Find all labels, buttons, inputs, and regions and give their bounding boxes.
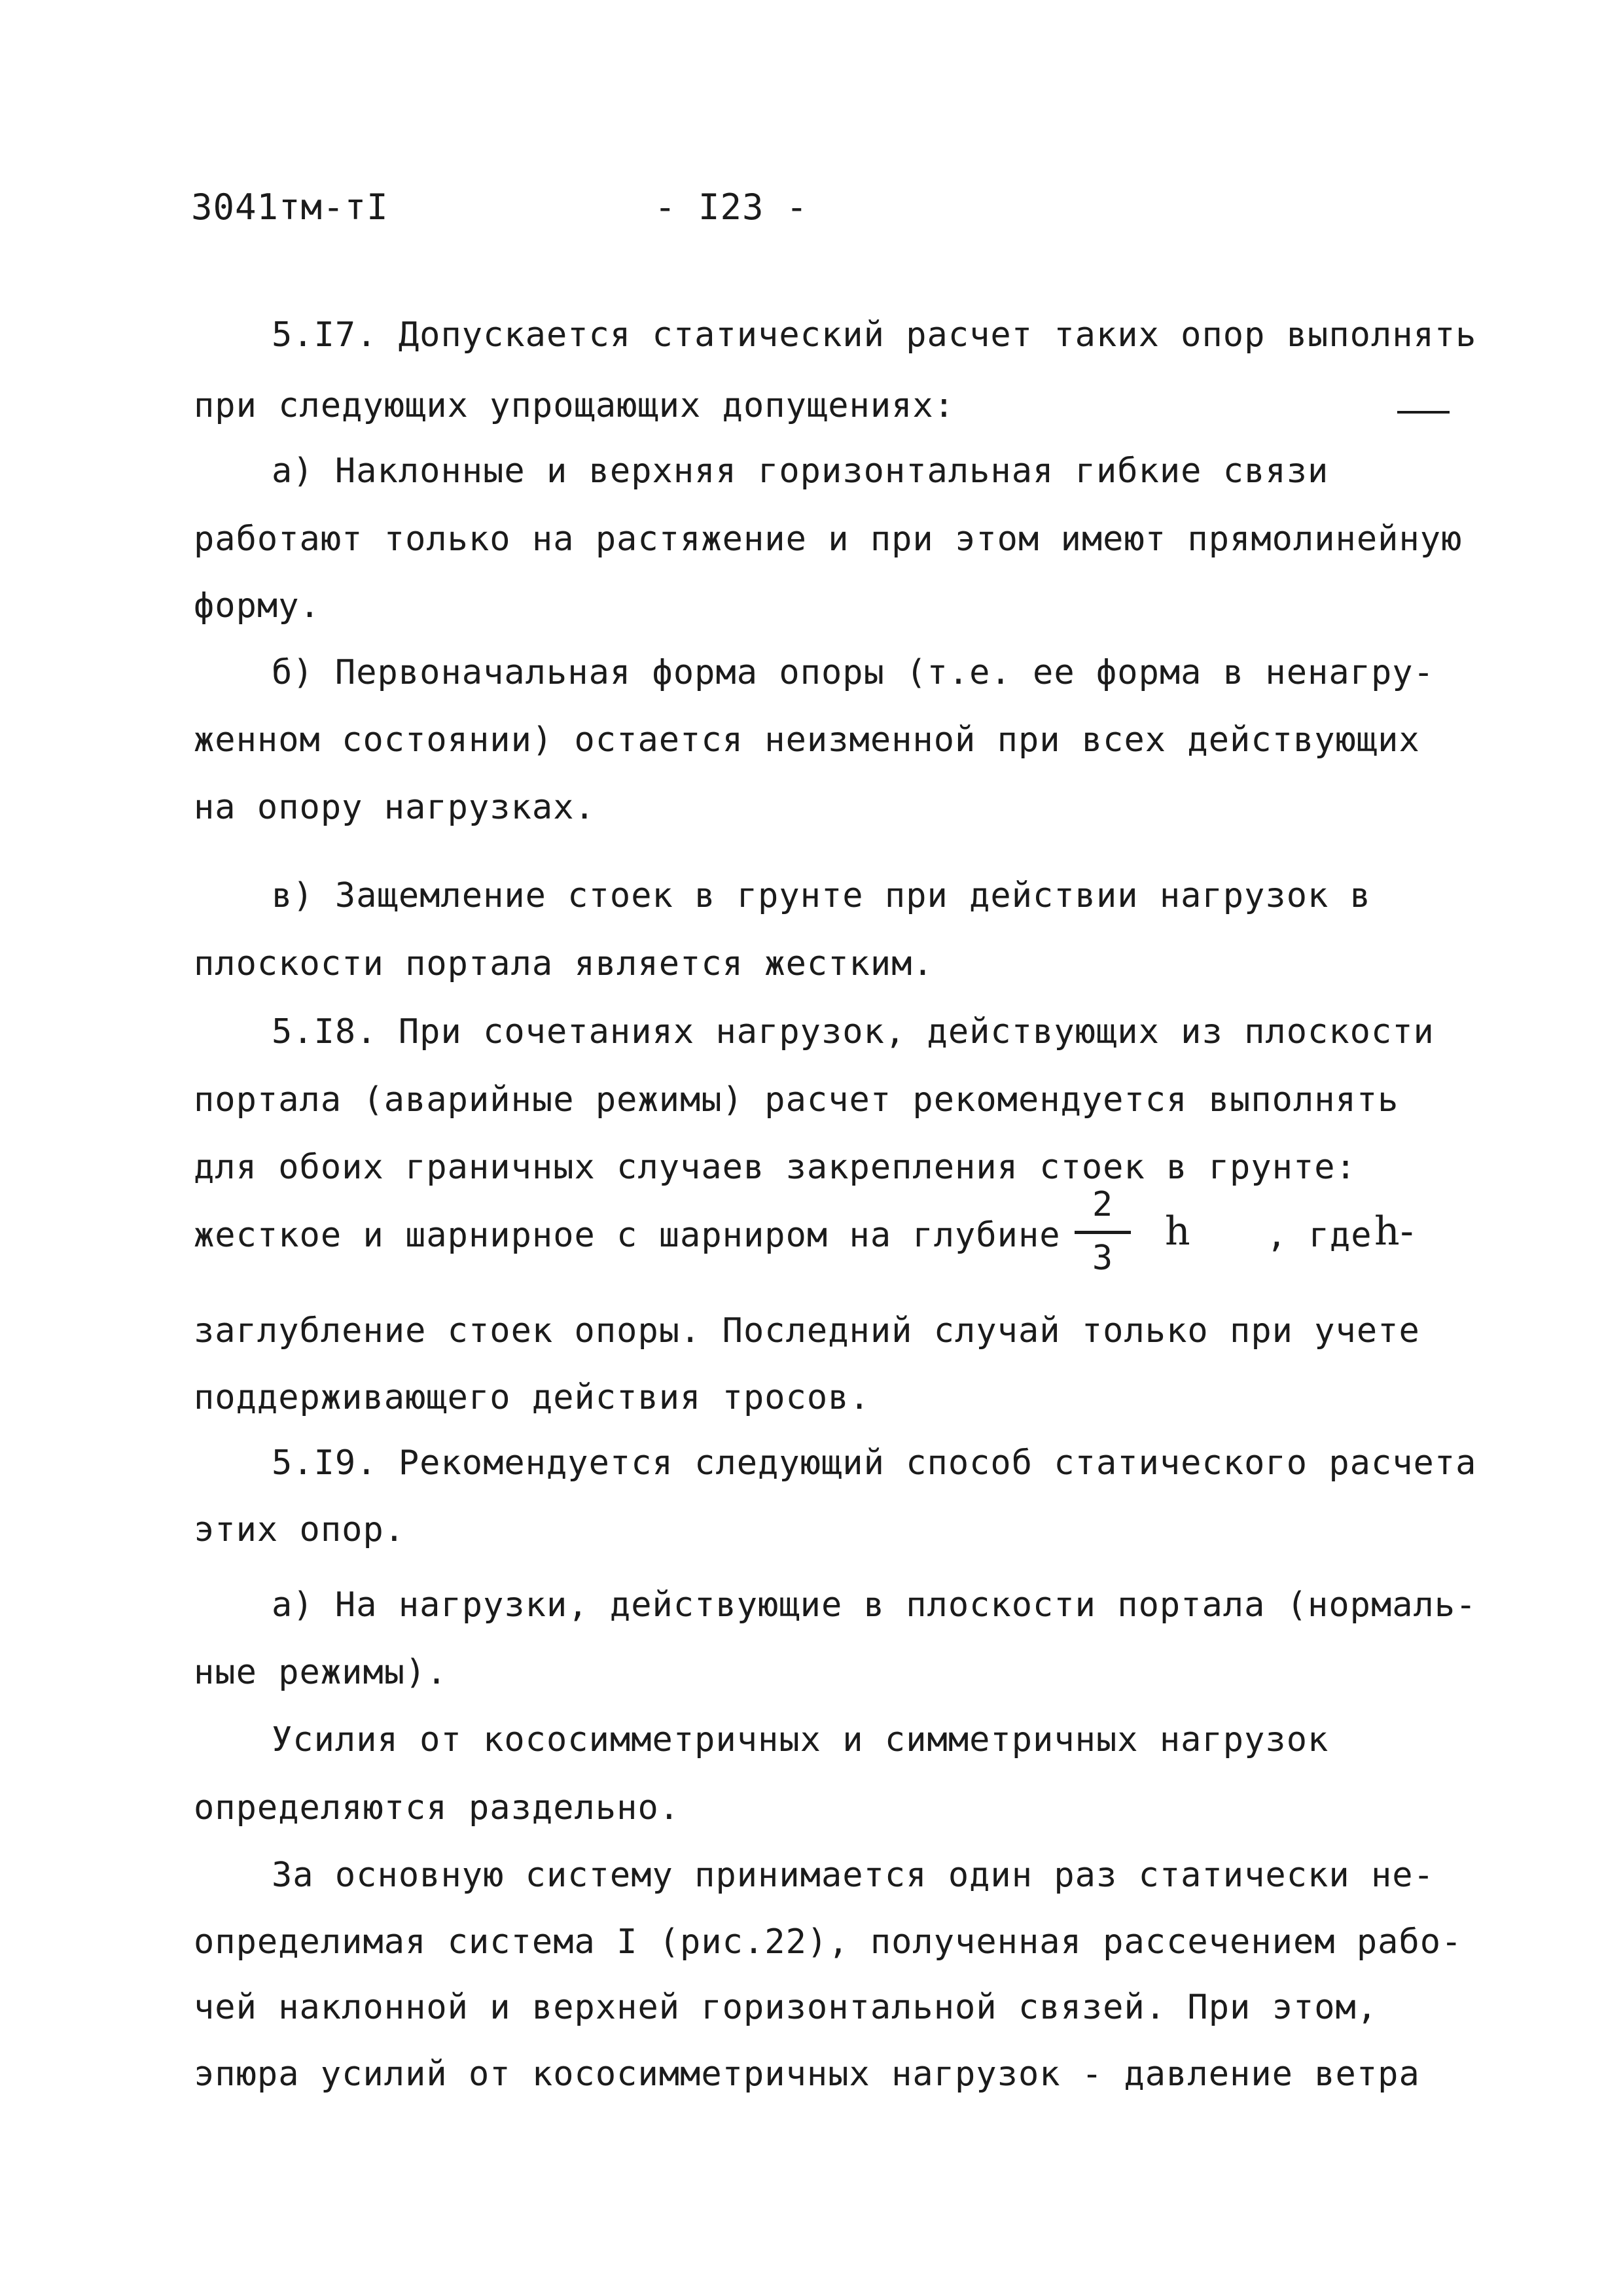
text-line: ные режимы). bbox=[194, 1653, 448, 1692]
text-line: эпюра усилий от кососимметричных нагрузок - давление ветра bbox=[194, 2055, 1420, 2094]
text-line: заглубление стоек опоры. Последний случай только при учете bbox=[194, 1311, 1420, 1351]
text-line: поддерживающего действия тросов. bbox=[194, 1378, 870, 1417]
text-line: для обоих граничных случаев закрепления стоек в грунте: bbox=[194, 1148, 1357, 1187]
document-code: 3041тм-тI bbox=[191, 186, 389, 228]
margin-mark bbox=[1397, 411, 1450, 414]
text-line: определимая система I (рис.22), полученная рассечением рабо- bbox=[194, 1922, 1463, 1962]
text-line: Усилия от кососимметричных и симметричных нагрузок bbox=[272, 1720, 1329, 1759]
text-line: при следующих упрощающих допущениях: bbox=[194, 386, 955, 425]
text-line: За основную систему принимается один раз статически не- bbox=[272, 1856, 1435, 1895]
text-line: 5.I7. Допускается статический расчет таких опор выполнять bbox=[272, 315, 1477, 355]
depth-variable-suffix: h- bbox=[1374, 1209, 1414, 1254]
text-line: 5.I8. При сочетаниях нагрузок, действующих из плоскости bbox=[272, 1012, 1435, 1051]
fraction-bar bbox=[1075, 1231, 1131, 1234]
text-line: чей наклонной и верхней горизонтальной связей. При этом, bbox=[194, 1988, 1378, 2027]
fraction-two-thirds bbox=[1073, 1185, 1132, 1286]
text-line: определяются раздельно. bbox=[194, 1788, 681, 1828]
text-line: а) На нагрузки, действующие в плоскости портала (нормаль- bbox=[272, 1585, 1477, 1625]
text-line: этих опор. bbox=[194, 1510, 406, 1549]
depth-variable: h bbox=[1165, 1209, 1191, 1254]
page-number: - I23 - bbox=[654, 186, 808, 228]
text-line: жесткое и шарнирное с шарниром на глубине bbox=[194, 1216, 1061, 1255]
text-line: в) Защемление стоек в грунте при действии нагрузок в bbox=[272, 876, 1371, 915]
text-line: , где bbox=[1266, 1216, 1372, 1255]
text-line: портала (аварийные режимы) расчет рекомендуется выполнять bbox=[194, 1080, 1399, 1120]
text-line: на опору нагрузках. bbox=[194, 788, 596, 827]
text-line: плоскости портала является жестким. bbox=[194, 944, 934, 983]
text-line: работают только на растяжение и при этом имеют прямолинейную bbox=[194, 520, 1463, 559]
fraction-numerator: 2 bbox=[1092, 1185, 1114, 1224]
text-line: женном состоянии) остается неизменной при всех действующих bbox=[194, 720, 1420, 760]
fraction-denominator: 3 bbox=[1092, 1239, 1114, 1278]
text-line: 5.I9. Рекомендуется следующий способ статического расчета bbox=[272, 1443, 1477, 1483]
text-line: форму. bbox=[194, 586, 321, 626]
text-line: б) Первоначальная форма опоры (т.е. ее форма в ненагру- bbox=[272, 653, 1435, 692]
text-line: а) Наклонные и верхняя горизонтальная гибкие связи bbox=[272, 451, 1329, 491]
